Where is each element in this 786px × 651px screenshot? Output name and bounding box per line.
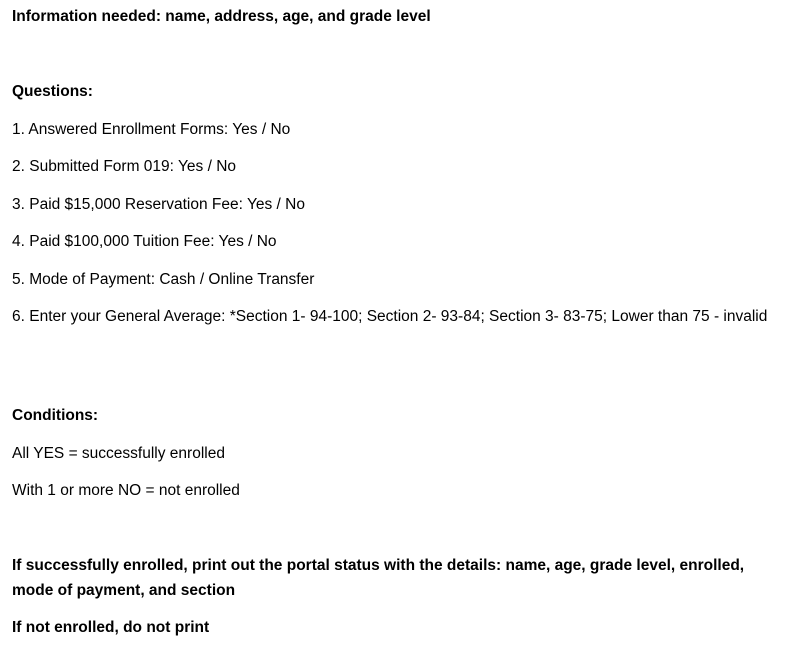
question-item: 3. Paid $15,000 Reservation Fee: Yes / No [12,196,305,213]
condition-item: With 1 or more NO = not enrolled [12,482,240,499]
question-item: 1. Answered Enrollment Forms: Yes / No [12,121,291,138]
conditions-heading: Conditions: [12,407,99,424]
not-enrolled-output-rule: If not enrolled, do not print [12,619,210,636]
question-item: 5. Mode of Payment: Cash / Online Transfer [12,271,315,288]
enrolled-output-rule: If successfully enrolled, print out the portal status with the details: name, age, grade level, enrolled, mode of payment, and section [12,557,745,599]
condition-item: All YES = successfully enrolled [12,445,225,462]
question-item: 6. Enter your General Average: *Section 1- 94-100; Section 2- 93-84; Section 3- 83-75; Lower than 75 - invalid [12,308,768,325]
question-item: 4. Paid $100,000 Tuition Fee: Yes / No [12,233,277,250]
questions-heading: Questions: [12,83,93,100]
question-item: 2. Submitted Form 019: Yes / No [12,158,237,175]
info-needed-heading: Information needed: name, address, age, and grade level [12,8,431,25]
